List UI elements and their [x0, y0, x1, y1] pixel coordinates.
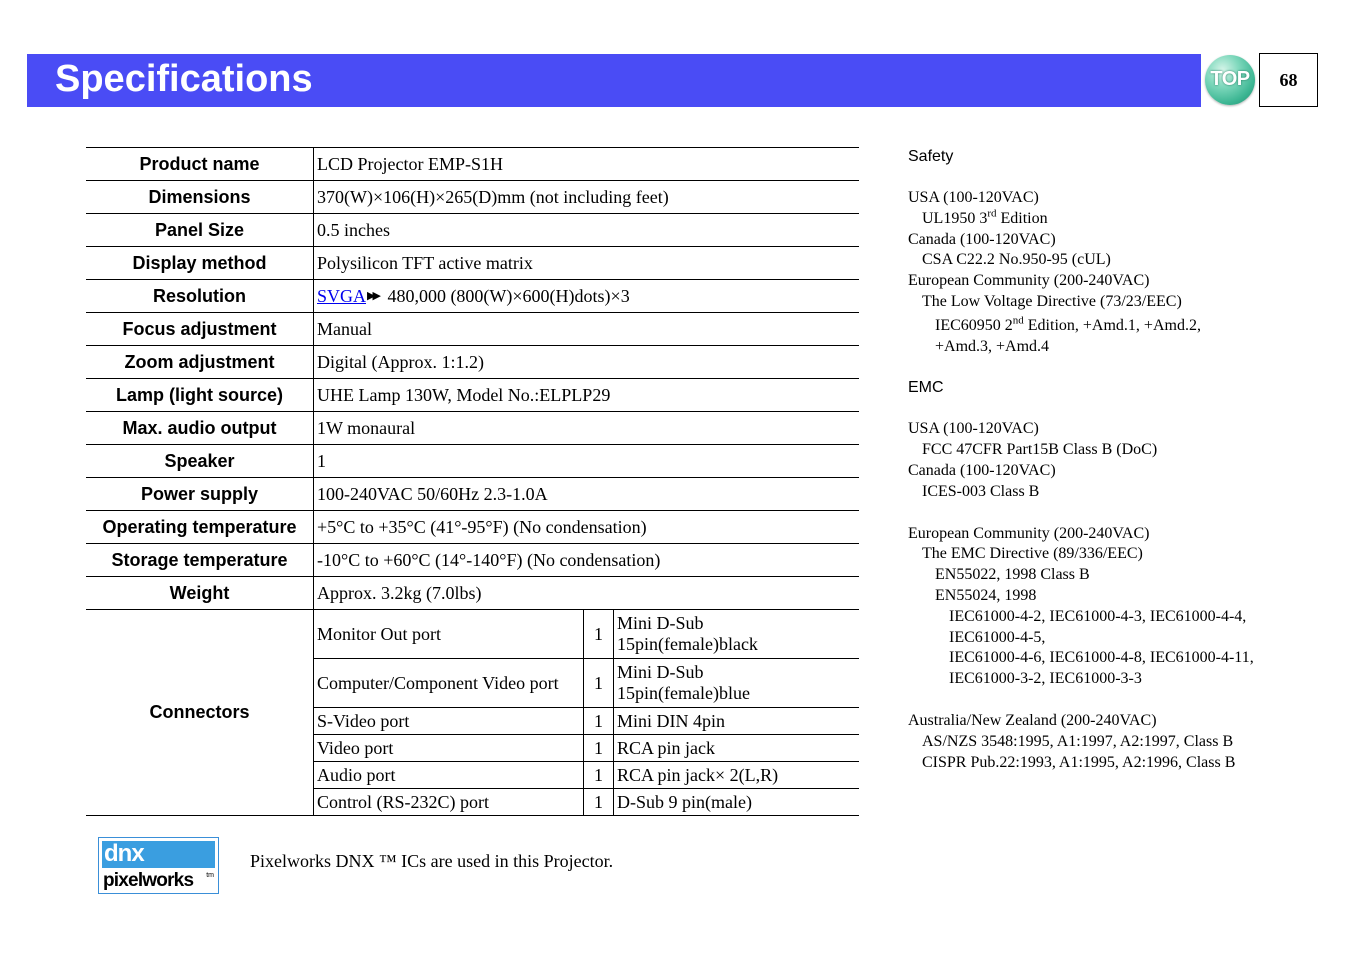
safety-usa: USA (100-120VAC): [908, 189, 1039, 206]
row-value: 1W monaural: [314, 412, 860, 445]
logo-dnx-text: dnx: [102, 841, 215, 868]
emc-ices: ICES-003 Class B: [922, 482, 1040, 500]
safety-heading: Safety: [908, 148, 954, 165]
emc-iec-line1: IEC61000-4-2, IEC61000-4-3, IEC61000-4-4,: [949, 607, 1247, 625]
row-label: Power supply: [86, 478, 314, 511]
table-row: [86, 511, 859, 544]
table-row: [86, 577, 859, 610]
table-row: [86, 445, 859, 478]
connector-type: D-Sub 9 pin(male): [614, 789, 860, 816]
row-label: Max. audio output: [86, 412, 314, 445]
table-row: [86, 412, 859, 445]
connector-type: [614, 659, 860, 708]
standards-column: [908, 147, 1338, 773]
row-label: Product name: [86, 148, 314, 181]
row-value: Manual: [314, 313, 860, 346]
row-value: Digital (Approx. 1:1.2): [314, 346, 860, 379]
row-value: 100-240VAC 50/60Hz 2.3-1.0A: [314, 478, 860, 511]
emc-en55024: EN55024, 1998: [935, 586, 1037, 604]
row-value: UHE Lamp 130W, Model No.:ELPLP29: [314, 379, 860, 412]
safety-ul: UL1950 3rd Edition: [922, 207, 1048, 227]
row-label: Panel Size: [86, 214, 314, 247]
spec-table: [86, 147, 859, 816]
connector-port: Audio port: [314, 762, 584, 789]
connector-qty: 1: [584, 762, 614, 789]
emc-fcc: FCC 47CFR Part15B Class B (DoC): [922, 441, 1158, 459]
connector-type: Mini DIN 4pin: [614, 708, 860, 735]
title-bar: [27, 54, 1201, 107]
row-label: Weight: [86, 577, 314, 610]
table-row: [86, 148, 859, 181]
table-row: [86, 313, 859, 346]
connector-qty: 1: [584, 708, 614, 735]
row-label: Display method: [86, 247, 314, 280]
emc-iec-line2: IEC61000-4-5,: [949, 628, 1046, 646]
row-value: [314, 280, 860, 313]
connector-type: RCA pin jack: [614, 735, 860, 762]
row-label: Operating temperature: [86, 511, 314, 544]
table-row: [86, 379, 859, 412]
connector-type: RCA pin jack× 2(L,R): [614, 762, 860, 789]
safety-canada: Canada (100-120VAC): [908, 230, 1056, 248]
connector-port: Video port: [314, 735, 584, 762]
pixelworks-dnx-logo: [98, 837, 219, 894]
connector-port: Monitor Out port: [314, 610, 584, 659]
safety-csa: CSA C22.2 No.950-95 (cUL): [922, 251, 1111, 269]
top-button[interactable]: [1205, 55, 1255, 105]
table-row: [86, 280, 859, 313]
connector-type-line2: 15pin(female)blue: [617, 683, 750, 703]
table-row: [86, 346, 859, 379]
connector-qty: 1: [584, 610, 614, 659]
row-label: Storage temperature: [86, 544, 314, 577]
emc-iec-line4: IEC61000-3-2, IEC61000-3-3: [949, 670, 1142, 688]
pixelworks-note: Pixelworks DNX ™ ICs are used in this Projector.: [250, 851, 614, 871]
emc-usa: USA (100-120VAC): [908, 420, 1039, 438]
svga-link[interactable]: SVGA: [317, 285, 367, 306]
emc-directive: The EMC Directive (89/336/EEC): [922, 545, 1143, 563]
row-label: Resolution: [86, 280, 314, 313]
connector-type-line2: 15pin(female)black: [617, 634, 758, 654]
connector-port: Control (RS-232C) port: [314, 789, 584, 816]
row-value: Polysilicon TFT active matrix: [314, 247, 860, 280]
row-value: 1: [314, 445, 860, 478]
logo-tm-mark: tm: [206, 872, 214, 879]
glossary-arrow-icon: ▶▶: [367, 289, 378, 302]
connector-row: [86, 610, 859, 659]
emc-anz: Australia/New Zealand (200-240VAC): [908, 711, 1157, 729]
table-row: [86, 247, 859, 280]
emc-iec-line3: IEC61000-4-6, IEC61000-4-8, IEC61000-4-11,: [949, 649, 1254, 667]
emc-en55022: EN55022, 1998 Class B: [935, 566, 1090, 584]
page-title: Specifications: [55, 58, 313, 100]
row-value: 370(W)×106(H)×265(D)mm (not including feet): [314, 181, 860, 214]
row-label: Dimensions: [86, 181, 314, 214]
connector-qty: 1: [584, 735, 614, 762]
connectors-label: Connectors: [86, 610, 314, 816]
table-row: [86, 181, 859, 214]
connector-type-line1: Mini D-Sub: [617, 613, 704, 633]
emc-cispr: CISPR Pub.22:1993, A1:1995, A2:1996, Class B: [922, 753, 1236, 771]
table-row: [86, 478, 859, 511]
row-label: Lamp (light source): [86, 379, 314, 412]
connector-port: Computer/Component Video port: [314, 659, 584, 708]
table-row: [86, 214, 859, 247]
emc-canada: Canada (100-120VAC): [908, 461, 1056, 479]
safety-lvd: The Low Voltage Directive (73/23/EEC): [922, 292, 1182, 310]
row-value: Approx. 3.2kg (7.0lbs): [314, 577, 860, 610]
row-value: +5°C to +35°C (41°-95°F) (No condensation): [314, 511, 860, 544]
connector-type-line1: Mini D-Sub: [617, 662, 704, 682]
connector-qty: 1: [584, 789, 614, 816]
row-label: Speaker: [86, 445, 314, 478]
table-row: [86, 544, 859, 577]
emc-eu: European Community (200-240VAC): [908, 524, 1150, 542]
resolution-value: 480,000 (800(W)×600(H)dots)×3: [387, 285, 630, 306]
logo-pixelworks-text: pixelworks: [103, 870, 194, 891]
safety-eu: European Community (200-240VAC): [908, 272, 1150, 290]
row-label: Zoom adjustment: [86, 346, 314, 379]
safety-iec: IEC60950 2nd Edition, +Amd.1, +Amd.2,: [935, 314, 1201, 334]
safety-iec-line2: +Amd.3, +Amd.4: [935, 337, 1050, 355]
row-value: 0.5 inches: [314, 214, 860, 247]
connector-port: S-Video port: [314, 708, 584, 735]
row-value: -10°C to +60°C (14°-140°F) (No condensation): [314, 544, 860, 577]
top-button-label: TOP: [1210, 68, 1250, 90]
emc-asnzs: AS/NZS 3548:1995, A1:1997, A2:1997, Class B: [922, 732, 1234, 750]
row-label: Focus adjustment: [86, 313, 314, 346]
connector-qty: 1: [584, 659, 614, 708]
page-number: 68: [1259, 53, 1318, 107]
emc-heading: EMC: [908, 379, 944, 397]
connector-type: [614, 610, 860, 659]
row-value: LCD Projector EMP-S1H: [314, 148, 860, 181]
